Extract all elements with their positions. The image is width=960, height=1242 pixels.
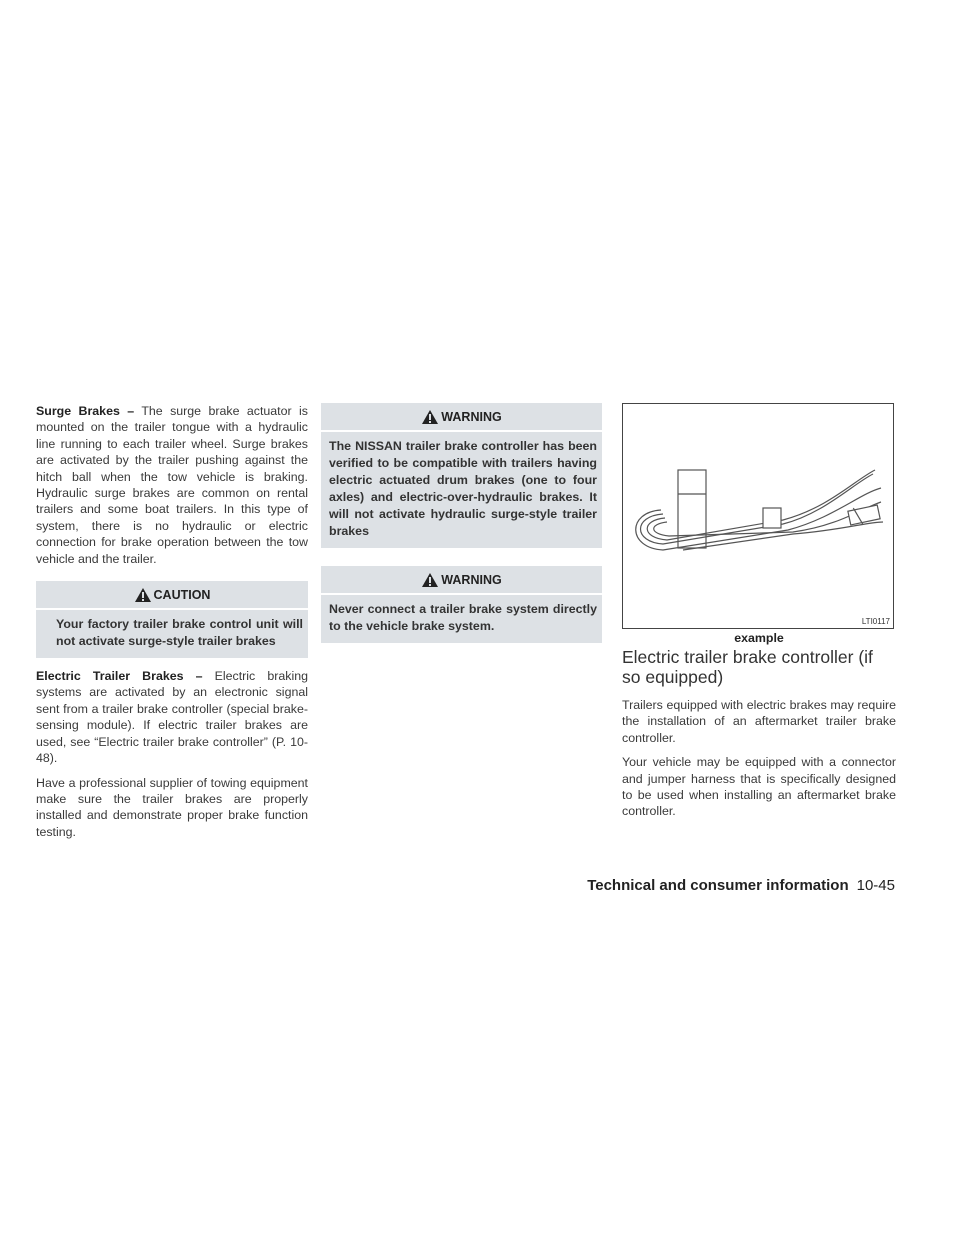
section-title: Electric trailer brake controller (if so equipped) [622,647,873,687]
warning-1-title: WARNING [441,410,502,424]
warning-1-text: The NISSAN trailer brake controller has been verified to be compatible with trailers having electric actuated drum brakes (one to four axles) and electric-over-hydraulic brakes. It will not activate hydraulic surge-style trailer brakes [329,439,597,538]
caution-title: CAUTION [153,588,211,603]
warning-2-header [321,566,602,595]
warning-triangle-icon [134,587,152,603]
warning-box-1 [321,403,602,548]
warning-triangle-icon [421,572,439,588]
warning-2-title: WARNING [441,573,502,587]
warning-1-header [321,403,602,432]
figure-code: LTI0117 [861,617,890,626]
harness-paragraph: Your vehicle may be equipped with a connector and jumper harness that is specifically designed to be used when installing an aftermarket brake controller. [622,755,896,819]
caution-box [36,581,308,658]
electric-brakes-lead: Electric Trailer Brakes – [36,669,203,684]
surge-brakes-text: The surge brake actuator is mounted on the trailer tongue with a hydraulic line running to each trailer wheel. Surge brakes are activated by the trailer pushing against the hitch ball when the tow vehicle is braking. Hydraulic surge brakes are common on rental trailers and some boat trailers. In this type of system, there is no hydraulic or electric connection for brake operation between the tow vehicle and the trailer. [36,404,308,566]
jumper-harness-illustration [623,404,893,628]
surge-brakes-paragraph [36,403,308,567]
surge-brakes-lead: Surge Brakes – [36,404,135,418]
electric-brakes-paragraph [36,668,308,766]
footer-section-title: Technical and consumer information [587,877,849,894]
middle-column [321,403,602,643]
electric-brakes-text: Electric braking systems are activated by an electronic signal sent from a trailer brake controller (special brake-sensing module). If electric trailer brakes are used, see “Electric trailer brake controller” (P. 10-48). [36,669,308,766]
caution-header [36,581,308,610]
figure-caption: example [734,631,784,645]
warning-2-text: Never connect a trailer brake system directly to the vehicle brake system. [329,602,597,633]
left-column [36,403,308,848]
page-number: 10-45 [856,877,895,894]
warning-triangle-icon [421,409,439,425]
page-footer [565,877,895,894]
warning-box-2 [321,566,602,643]
professional-supplier-paragraph: Have a professional supplier of towing equipment make sure the trailer brakes are properly installed and demonstrate proper brake function testing. [36,775,308,839]
harness-figure [622,403,894,629]
caution-text: Your factory trailer brake control unit will not activate surge-style trailer brakes [56,617,303,649]
trailers-paragraph: Trailers equipped with electric brakes may require the installation of an aftermarket trailer brake controller. [622,698,896,745]
right-column [622,403,896,828]
